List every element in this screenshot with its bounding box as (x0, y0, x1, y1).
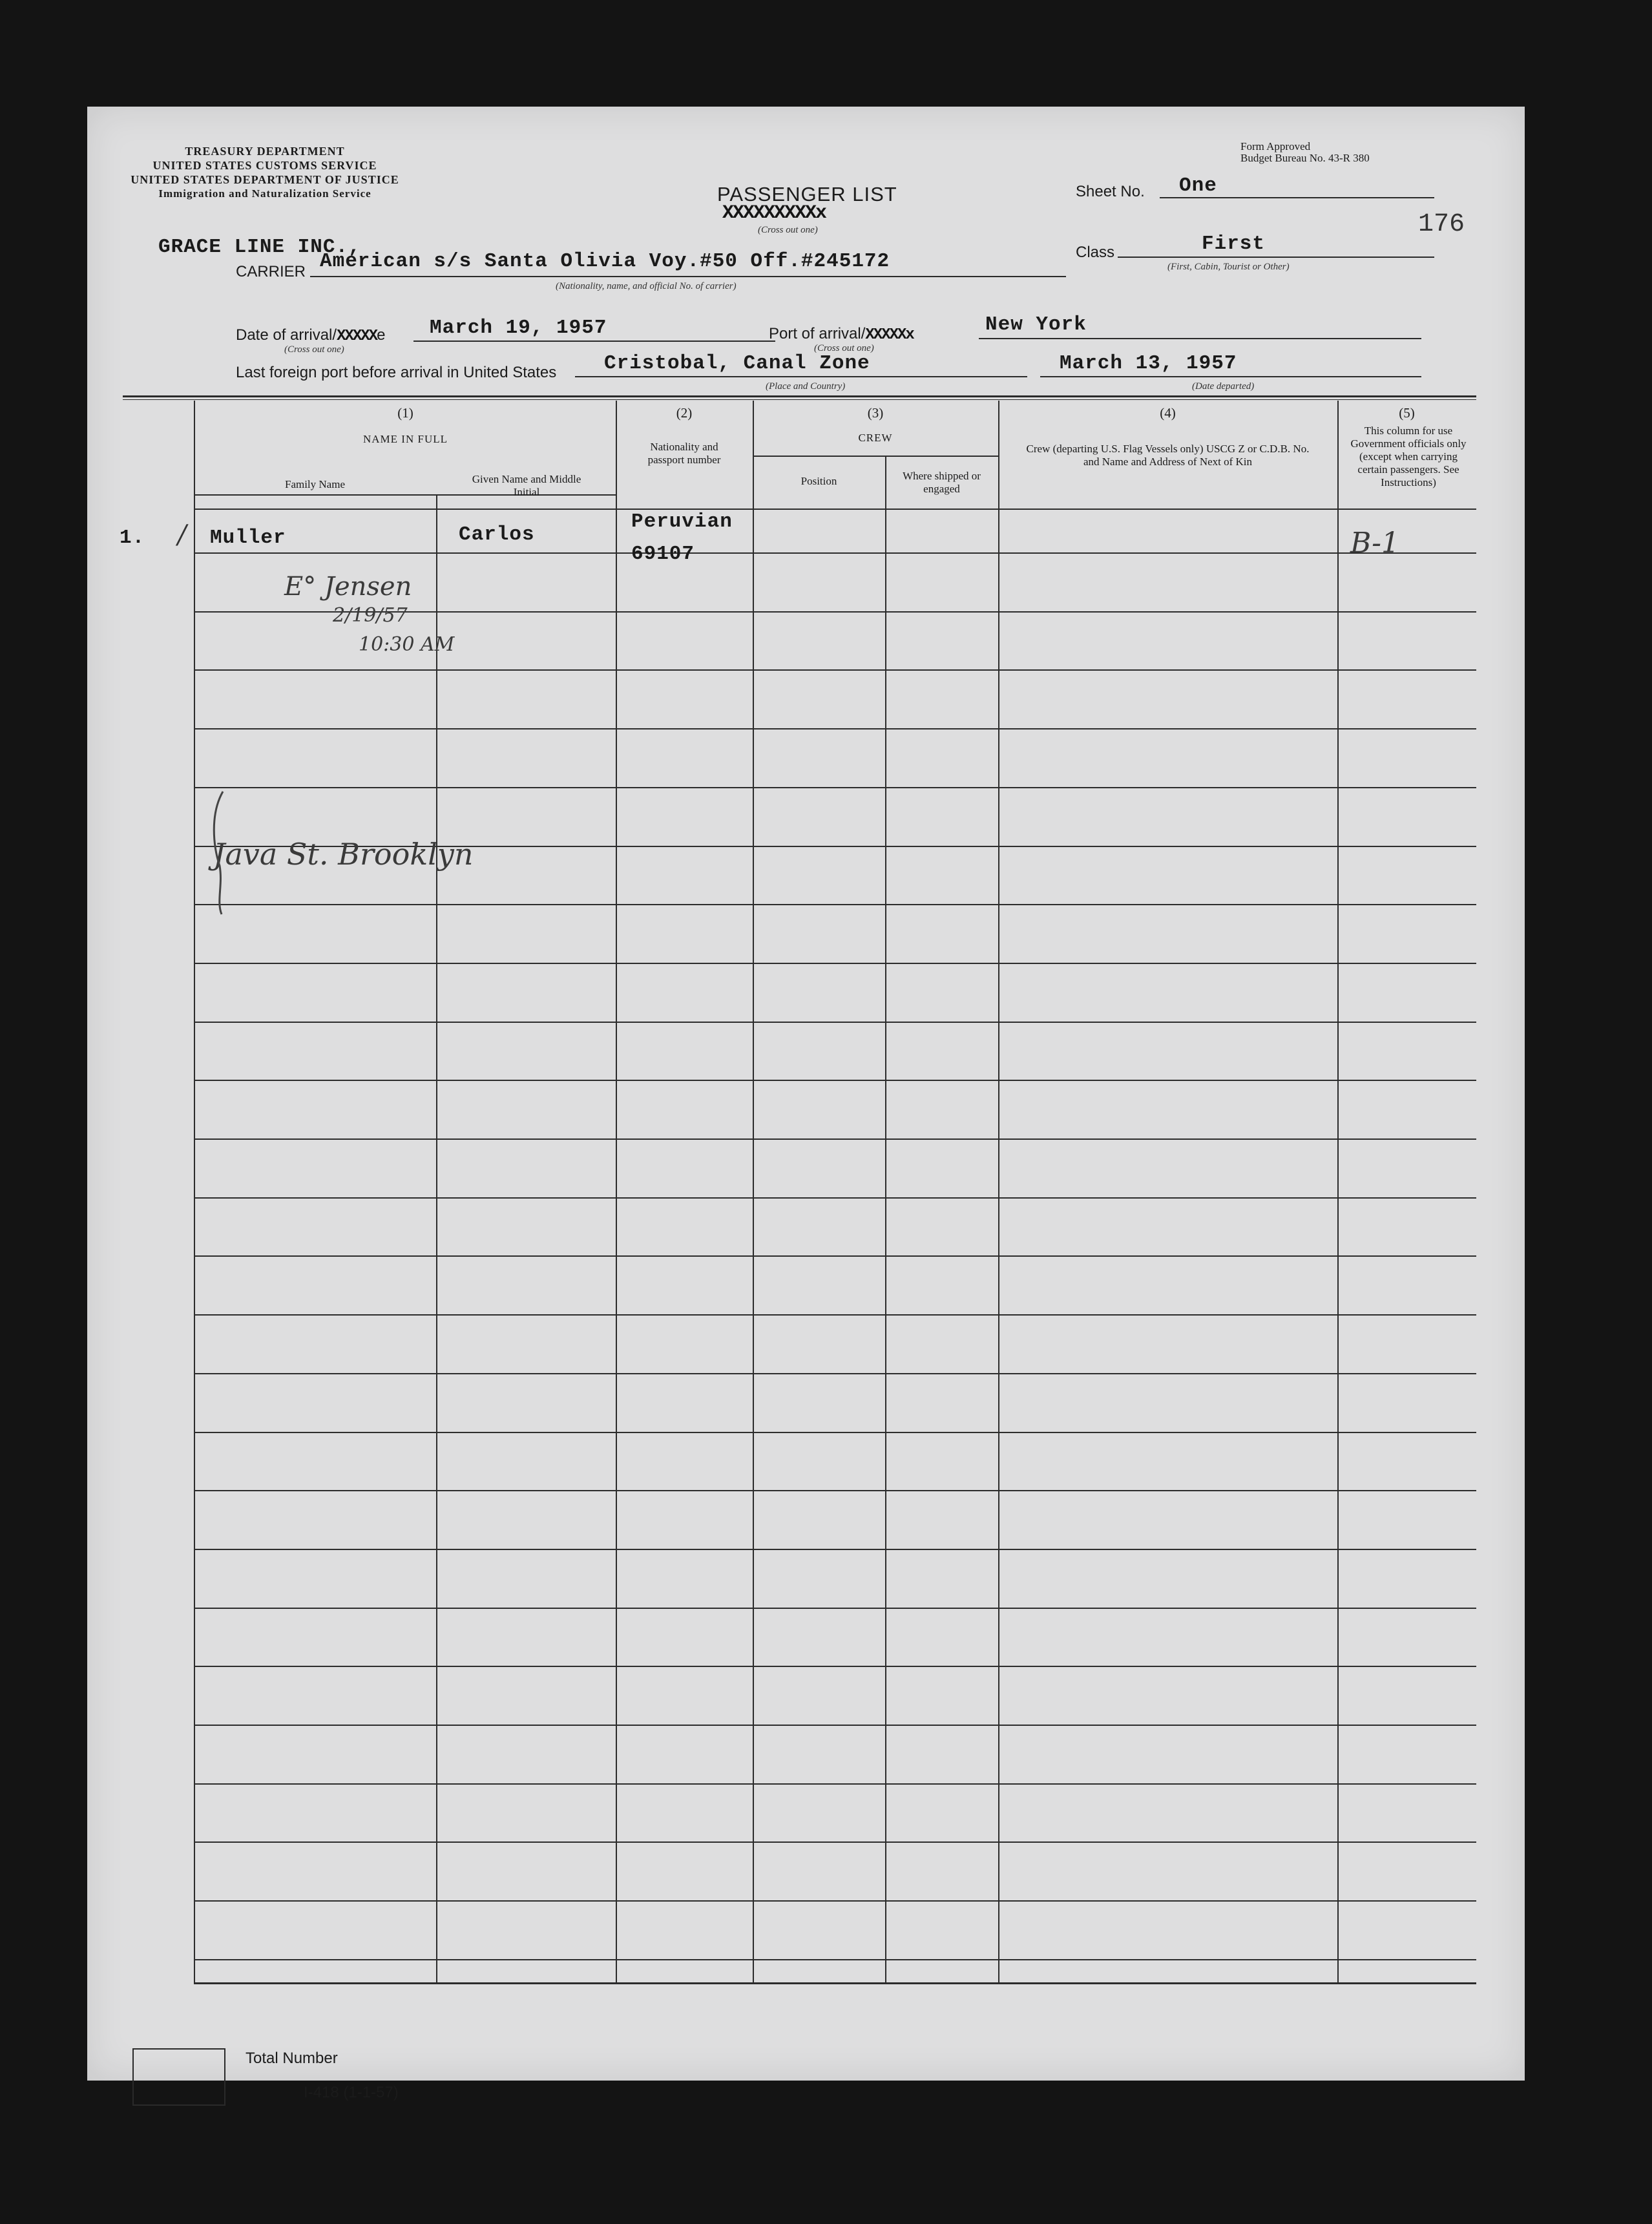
total-number-label: Total Number (246, 2050, 338, 2067)
col3-number: (3) (867, 405, 884, 421)
table-row-line (194, 669, 1476, 671)
carrier-label: CARRIER (236, 263, 306, 280)
date-arrival-label-text: Date of arrival/ (236, 326, 337, 344)
table-row-line (194, 1959, 1476, 1960)
table-row-line (194, 963, 1476, 964)
grid-v-left (194, 401, 195, 1984)
carrier-underline (310, 276, 1066, 277)
table-row-line (194, 552, 1476, 554)
table-row-line (194, 1022, 1476, 1023)
nationality-header: Nationality and passport number (647, 441, 721, 466)
family-name-header: Family Name (284, 478, 345, 490)
last-port-value: Cristobal, Canal Zone (604, 352, 870, 375)
class-value: First (1202, 233, 1266, 255)
row-1-nationality: Peruvian (631, 510, 733, 533)
col2-number: (2) (676, 405, 693, 421)
handwritten-address: Java St. Brooklyn (213, 837, 474, 872)
table-row-line (194, 1666, 1476, 1667)
stamp-number: 176 (1418, 210, 1465, 239)
page-title: PASSENGER LIST (717, 183, 897, 205)
crew-header: CREW (858, 432, 893, 444)
table-top-rule (123, 395, 1476, 397)
table-top-rule-thin (123, 399, 1476, 400)
date-departed-underline (1040, 376, 1421, 377)
port-arrival-value: New York (985, 313, 1087, 336)
sheet-value: One (1179, 174, 1217, 197)
date-cross-out-note: (Cross out one) (284, 344, 344, 355)
table-row-line (194, 1549, 1476, 1550)
table-row-line (194, 1197, 1476, 1199)
last-port-label: Last foreign port before arrival in United States (236, 364, 557, 381)
grid-v-crew-split (885, 456, 886, 1984)
given-name-header: Given Name and Middle Initial (472, 473, 581, 498)
table-row-line (194, 1608, 1476, 1609)
carrier-value: American s/s Santa Olivia Voy.#50 Off.#245172 (320, 250, 890, 273)
dept-header (113, 144, 417, 201)
date-departed-value: March 13, 1957 (1060, 352, 1237, 375)
sheet-underline (1160, 197, 1434, 198)
col4-number: (4) (1160, 405, 1176, 421)
col1-number: (1) (397, 405, 413, 421)
table-row-line (194, 787, 1476, 788)
handwritten-signature: E° Jensen (284, 572, 412, 602)
row-1-check: / (178, 520, 187, 550)
row-1-number: 1. (120, 527, 145, 549)
passenger-list-document (87, 107, 1525, 2101)
crew-address-header: Crew (departing U.S. Flag Vessels only) USCG Z or C.D.B. No. and Name and Address of Next of Kin (1026, 443, 1310, 468)
class-label: Class (1076, 244, 1115, 261)
name-in-full-header: NAME IN FULL (363, 433, 448, 445)
budget-bureau: Budget Bureau No. 43-R 380 (1240, 152, 1370, 164)
grid-v-name-split (436, 494, 437, 1984)
grid-h-crew-sub (753, 456, 999, 457)
form-number: I-418 (1-1-57) (304, 2084, 399, 2101)
last-port-underline (575, 376, 1027, 377)
carrier-note: (Nationality, name, and official No. of carrier) (556, 281, 737, 291)
dept-line-1: TREASURY DEPARTMENT (185, 145, 345, 158)
table-row-line (194, 1432, 1476, 1433)
handwritten-bracket (204, 788, 242, 918)
row-1-family: Muller (210, 527, 286, 549)
grid-v-col5 (1337, 401, 1339, 1984)
date-departed-note: (Date departed) (1192, 381, 1255, 392)
dept-line-3: UNITED STATES DEPARTMENT OF JUSTICE (131, 173, 399, 186)
dept-line-2: UNITED STATES CUSTOMS SERVICE (152, 159, 377, 172)
table-row-line (194, 1841, 1476, 1843)
last-port-note: (Place and Country) (766, 381, 846, 392)
row-1-passport: 69107 (631, 543, 695, 565)
company-name: GRACE LINE INC., (158, 236, 361, 258)
table-row-line (194, 728, 1476, 729)
date-arrival-underline (413, 341, 775, 342)
form-approved: Form Approved (1240, 140, 1311, 152)
date-arrival-label (236, 326, 385, 345)
class-note: (First, Cabin, Tourist or Other) (1167, 262, 1290, 272)
row-1-given: Carlos (459, 523, 535, 546)
gov-officials-header: This column for use Government officials only (except when carrying certain passengers. See Instructions) (1350, 425, 1467, 488)
table-row-line (194, 1900, 1476, 1902)
sheet-label: Sheet No. (1076, 183, 1145, 200)
grid-v-col2 (616, 401, 617, 1984)
port-arrival-struck: XXXXXx (865, 326, 914, 344)
total-number-box (132, 2048, 225, 2106)
table-row-line (194, 1255, 1476, 1257)
dept-line-4: Immigration and Naturalization Service (158, 187, 371, 200)
table-row-line (194, 1314, 1476, 1316)
grid-v-col4 (998, 401, 999, 1984)
table-header-bottom-rule (194, 509, 1476, 510)
title-cross-out-note: (Cross out one) (758, 225, 818, 235)
position-header: Position (800, 475, 837, 487)
port-arrival-label-text: Port of arrival/ (769, 325, 866, 342)
table-row-line (194, 1373, 1476, 1374)
table-row-line (194, 1138, 1476, 1140)
handwritten-time: 10:30 AM (359, 633, 455, 656)
port-arrival-label (769, 325, 914, 344)
class-underline (1118, 257, 1434, 258)
date-arrival-value: March 19, 1957 (430, 317, 607, 339)
table-row-line (194, 904, 1476, 905)
row-1-col5-mark: B-1 (1350, 527, 1400, 560)
port-arrival-underline (979, 338, 1421, 339)
col5-number: (5) (1399, 405, 1415, 421)
where-shipped-header: Where shipped or engaged (903, 470, 981, 495)
table-row-line (194, 1080, 1476, 1081)
port-cross-out-note: (Cross out one) (814, 343, 874, 353)
grid-v-col3 (753, 401, 754, 1984)
date-arrival-suffix: e (377, 326, 386, 344)
table-bottom-rule (194, 1982, 1476, 1984)
table-row-line (194, 1783, 1476, 1785)
handwritten-date: 2/19/57 (333, 604, 408, 627)
date-arrival-struck: XXXXX (337, 328, 377, 345)
title-struck: XXXXXXXXXx (722, 202, 826, 224)
table-row-line (194, 1725, 1476, 1726)
table-row-line (194, 1490, 1476, 1491)
